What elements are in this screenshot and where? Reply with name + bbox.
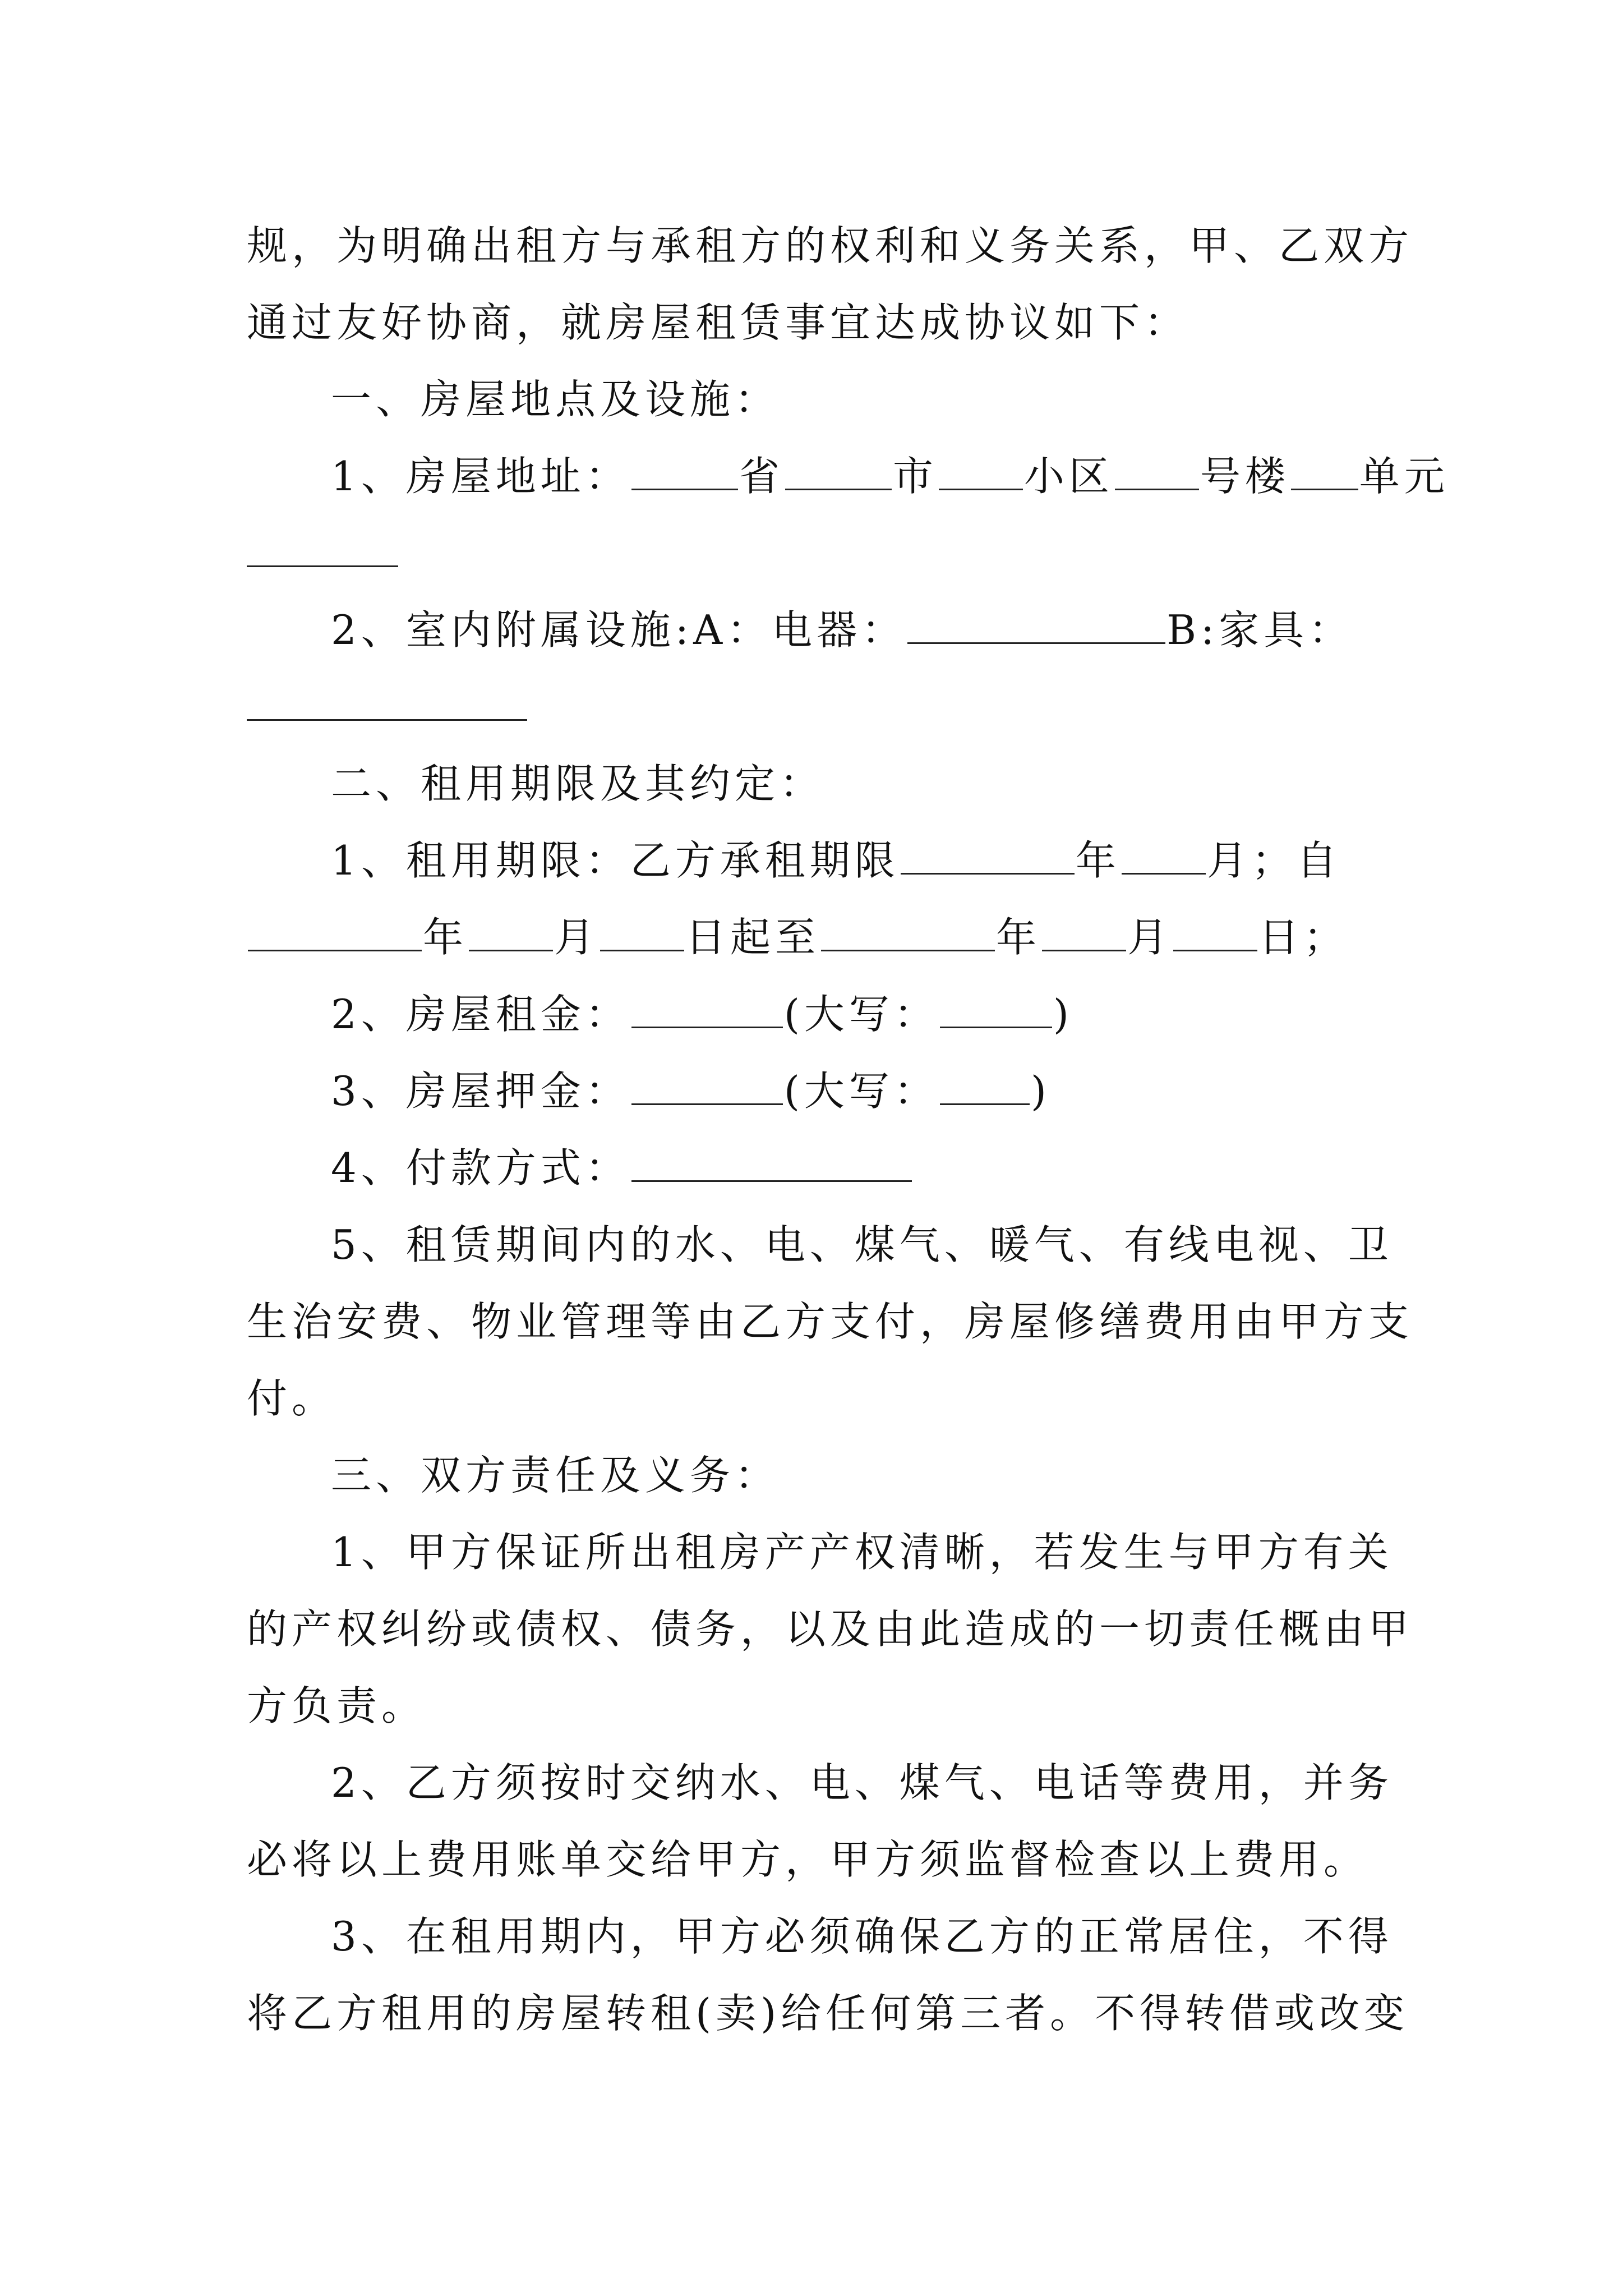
day-until-label: 日起至 <box>685 914 820 961</box>
furniture-blank[interactable] <box>247 669 527 721</box>
paragraph-line: 必将以上费用账单交给甲方，甲方须监督检查以上费用。 <box>247 1836 1369 1883</box>
paragraph-line: 方负责。 <box>247 1682 427 1729</box>
end-year-blank[interactable] <box>821 916 995 951</box>
city-label: 市 <box>892 453 938 500</box>
city-blank[interactable] <box>785 455 892 490</box>
section-title: 一、房屋地点及设施： <box>331 376 780 423</box>
building-blank[interactable] <box>1115 455 1199 490</box>
deposit-blank[interactable] <box>631 1070 783 1105</box>
start-day-blank[interactable] <box>600 916 684 951</box>
paragraph-line: 5、租赁期间内的水、电、煤气、暖气、有线电视、卫 <box>331 1221 1393 1268</box>
start-month-blank[interactable] <box>469 916 553 951</box>
year-label: 年 <box>423 914 468 961</box>
month-from-label: 月；自 <box>1206 837 1341 884</box>
section-title: 三、双方责任及义务： <box>331 1452 780 1499</box>
deposit-line <box>247 1053 1391 1130</box>
rent-capital-blank[interactable] <box>940 993 1052 1028</box>
address-extra-blank[interactable] <box>247 515 398 567</box>
paragraph-line: 生治安费、物业管理等由乙方支付，房屋修缮费用由甲方支 <box>247 1298 1414 1345</box>
paragraph-line: 将乙方租用的房屋转租(卖)给任何第三者。不得转借或改变 <box>247 1990 1409 2037</box>
paragraph-line: 2、乙方须按时交纳水、电、煤气、电话等费用，并务 <box>331 1759 1393 1806</box>
appliances-blank[interactable] <box>907 609 1165 644</box>
payment-label: 4、付款方式： <box>331 1144 630 1191</box>
rent-label: 2、房屋租金： <box>331 991 630 1038</box>
year-label: 年 <box>996 914 1041 961</box>
deposit-label: 3、房屋押金： <box>331 1068 630 1115</box>
term-months-blank[interactable] <box>1122 839 1206 875</box>
address-line <box>247 438 1449 515</box>
community-blank[interactable] <box>939 455 1023 490</box>
end-month-blank[interactable] <box>1042 916 1126 951</box>
unit-blank[interactable] <box>1291 455 1358 490</box>
term-label: 1、租用期限：乙方承租期限 <box>331 837 900 884</box>
payment-blank[interactable] <box>631 1147 912 1182</box>
term-years-blank[interactable] <box>901 839 1075 875</box>
paragraph-line: 1、甲方保证所出租房产产权清晰，若发生与甲方有关 <box>331 1529 1393 1576</box>
payment-line <box>247 1130 1391 1207</box>
rent-line <box>247 976 1391 1053</box>
paren-close: ) <box>1030 1068 1051 1115</box>
start-year-blank[interactable] <box>248 916 422 951</box>
paragraph-line: 的产权纠纷或债权、债务，以及由此造成的一切责任概由甲 <box>247 1605 1414 1653</box>
community-label: 小区 <box>1023 453 1114 500</box>
rent-capital-label: (大写： <box>783 991 939 1038</box>
paragraph-line: 付。 <box>247 1375 337 1422</box>
address-label: 1、房屋地址： <box>331 453 630 500</box>
month-label: 月 <box>554 914 600 961</box>
day-end-label: 日； <box>1258 914 1349 961</box>
document-body <box>247 208 1449 2052</box>
rent-blank[interactable] <box>631 993 783 1028</box>
year-label: 年 <box>1075 837 1121 884</box>
end-day-blank[interactable] <box>1173 916 1257 951</box>
term-line <box>247 822 1391 899</box>
facilities-continuation <box>247 669 1391 746</box>
facilities-line <box>247 592 1391 669</box>
deposit-capital-label: (大写： <box>783 1068 939 1115</box>
deposit-capital-blank[interactable] <box>940 1070 1030 1105</box>
address-continuation <box>247 515 1391 592</box>
paren-close: ) <box>1053 991 1073 1038</box>
furniture-label: B:家具： <box>1166 606 1354 654</box>
province-blank[interactable] <box>631 455 738 490</box>
term-dates-line <box>247 899 1391 976</box>
unit-label: 单元 <box>1359 453 1449 500</box>
building-label: 号楼 <box>1200 453 1290 500</box>
paragraph-line: 通过友好协商，就房屋租赁事宜达成协议如下： <box>247 299 1189 346</box>
month-label: 月 <box>1127 914 1173 961</box>
province-label: 省 <box>739 453 784 500</box>
facilities-label: 2、室内附属设施:A：电器： <box>331 606 907 654</box>
paragraph-line: 3、在租用期内，甲方必须确保乙方的正常居住，不得 <box>331 1913 1393 1960</box>
paragraph-line: 规，为明确出租方与承租方的权利和义务关系，甲、乙双方 <box>247 222 1414 269</box>
section-title: 二、租用期限及其约定： <box>331 760 825 807</box>
